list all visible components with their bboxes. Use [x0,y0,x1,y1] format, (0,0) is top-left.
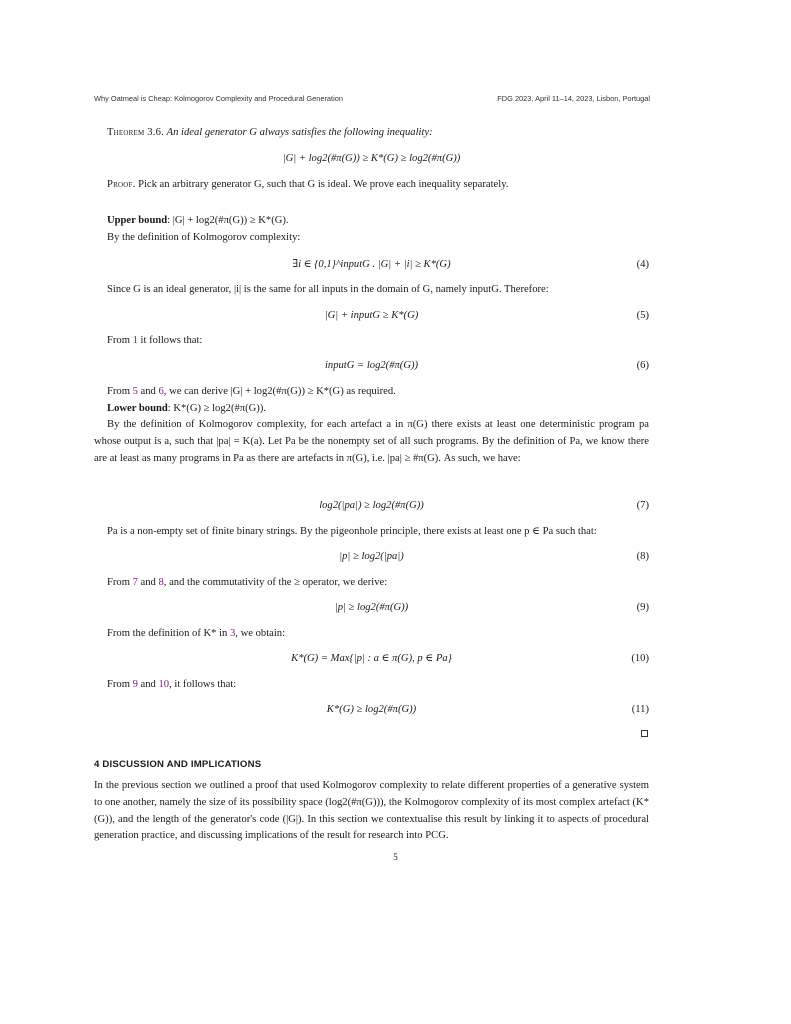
text-fragment: From [107,335,133,346]
proof-intro-text: Pick an arbitrary generator G, such that G is ideal. We prove each inequality separately. [138,179,509,190]
text-fragment: it follows that: [137,335,203,346]
text-fragment: and [137,679,159,690]
equation-4-text: ∃i ∈ {0,1}^inputG . |G| + |i| ≥ K*(G) [292,259,451,270]
lower-bound-heading [107,402,662,415]
upper-line-1: By the definition of Kolmogorov complexity: [107,232,301,243]
equation-9: |p| ≥ log2(#π(G)) [334,602,409,613]
equation-7: log2(|pa|) ≥ log2(#π(G)) [319,500,424,511]
upper-bound-expr: : |G| + log2(#π(G)) ≥ K*(G). [167,215,289,226]
equation-5: |G| + inputG ≥ K*(G) [324,310,419,321]
equation-ref-10[interactable]: 10 [158,679,170,690]
equation-6: inputG = log2(#π(G)) [324,360,419,371]
equation-number-11: (11) [631,704,649,715]
page-number: 5 [393,852,398,862]
upper-bound-heading [107,214,662,227]
text-fragment: From [107,679,133,690]
lower-line-78 [107,576,662,589]
upper-line-2: Since G is an ideal generator, |i| is the same for all inputs in the domain of G, namely inputG. Therefore: [107,284,549,295]
equation-number-8: (8) [636,551,649,562]
section-paragraph: In the previous section we outlined a proof that used Kolmogorov complexity to relate different properties of a generative system to one another, namely the size of its possibility space (log2(#π(G))), the Kolmogorov complexity of its most complex artefact (K*(G)), and the length of the generator's code (|G|). In this section we contextualise this result by linking it to aspects of procedural generation practice, and discussing implications of the result for research into PCG. [94,780,649,842]
equation-ref-7[interactable]: 7 [132,577,138,588]
equation-number-5: (5) [636,310,649,321]
lower-line-pa: Pa is a non-empty set of finite binary strings. By the pigeonhole principle, there exists at least one p ∈ Pa such that: [107,526,597,537]
lower-line-k [107,627,662,640]
lower-bound-paragraph: By the definition of Kolmogorov complexity, for each artefact a in π(G) there exists at least one deterministic program pa whose output is a, such that |pa| = K(a). Let Pa be the nonempty set of all such programs. By the definition of Pa, we know there are at least as many programs in Pa as there are artefacts in π(G), i.e. |pa| ≥ #π(G). As such, we have: [94,419,649,464]
upper-bound-label: Upper bound [107,215,168,226]
theorem-statement [107,126,662,139]
proof-intro [107,178,662,191]
equation-number-10: (10) [631,653,649,664]
text-fragment: and [137,386,159,397]
equation-ref-1[interactable]: 1 [132,335,138,346]
text-fragment: From [107,386,133,397]
theorem-label: Theorem 3.6. [107,127,164,138]
theorem-inequality: |G| + log2(#π(G)) ≥ K*(G) ≥ log2(#π(G)) [282,153,461,164]
equation-11: K*(G) ≥ log2(#π(G)) [326,704,417,715]
text-fragment: From [107,577,133,588]
equation-ref-9[interactable]: 9 [132,679,138,690]
equation-number-4: (4) [636,259,649,270]
qed-square-icon [641,730,648,737]
equation-number-7: (7) [636,500,649,511]
equation-8: |p| ≥ log2(|pa|) [339,551,404,562]
equation-ref-6[interactable]: 6 [158,386,164,397]
upper-line-4 [107,385,662,398]
text-fragment: , it follows that: [169,679,237,690]
equation-number-9: (9) [636,602,649,613]
running-header-left: Why Oatmeal is Cheap: Kolmogorov Complexity and Procedural Generation [94,94,343,103]
equation-ref-5[interactable]: 5 [132,386,138,397]
lower-line-910 [107,678,662,691]
running-header-right: FDG 2023, April 11–14, 2023, Lisbon, Portugal [497,94,650,103]
equation-ref-3[interactable]: 3 [230,628,236,639]
text-fragment: and [137,577,159,588]
text-fragment: , we can derive |G| + log2(#π(G)) ≥ K*(G) as required. [163,386,396,397]
theorem-text: An ideal generator G always satisfies the following inequality: [166,127,433,138]
text-fragment: , and the commutativity of the ≥ operator, we derive: [163,577,388,588]
proof-label: Proof. [107,179,136,190]
equation-number-6: (6) [636,360,649,371]
text-fragment: From the definition of K* in [107,628,230,639]
section-heading: 4 DISCUSSION AND IMPLICATIONS [94,759,262,770]
equation-ref-8[interactable]: 8 [158,577,164,588]
equation-10: K*(G) = Max{|p| : a ∈ π(G), p ∈ Pa} [291,653,452,664]
lower-bound-expr: : K*(G) ≥ log2(#π(G)). [167,403,266,414]
text-fragment: , we obtain: [235,628,286,639]
upper-line-3 [107,334,662,347]
equation-4 [94,258,649,271]
lower-bound-label: Lower bound [107,403,168,414]
